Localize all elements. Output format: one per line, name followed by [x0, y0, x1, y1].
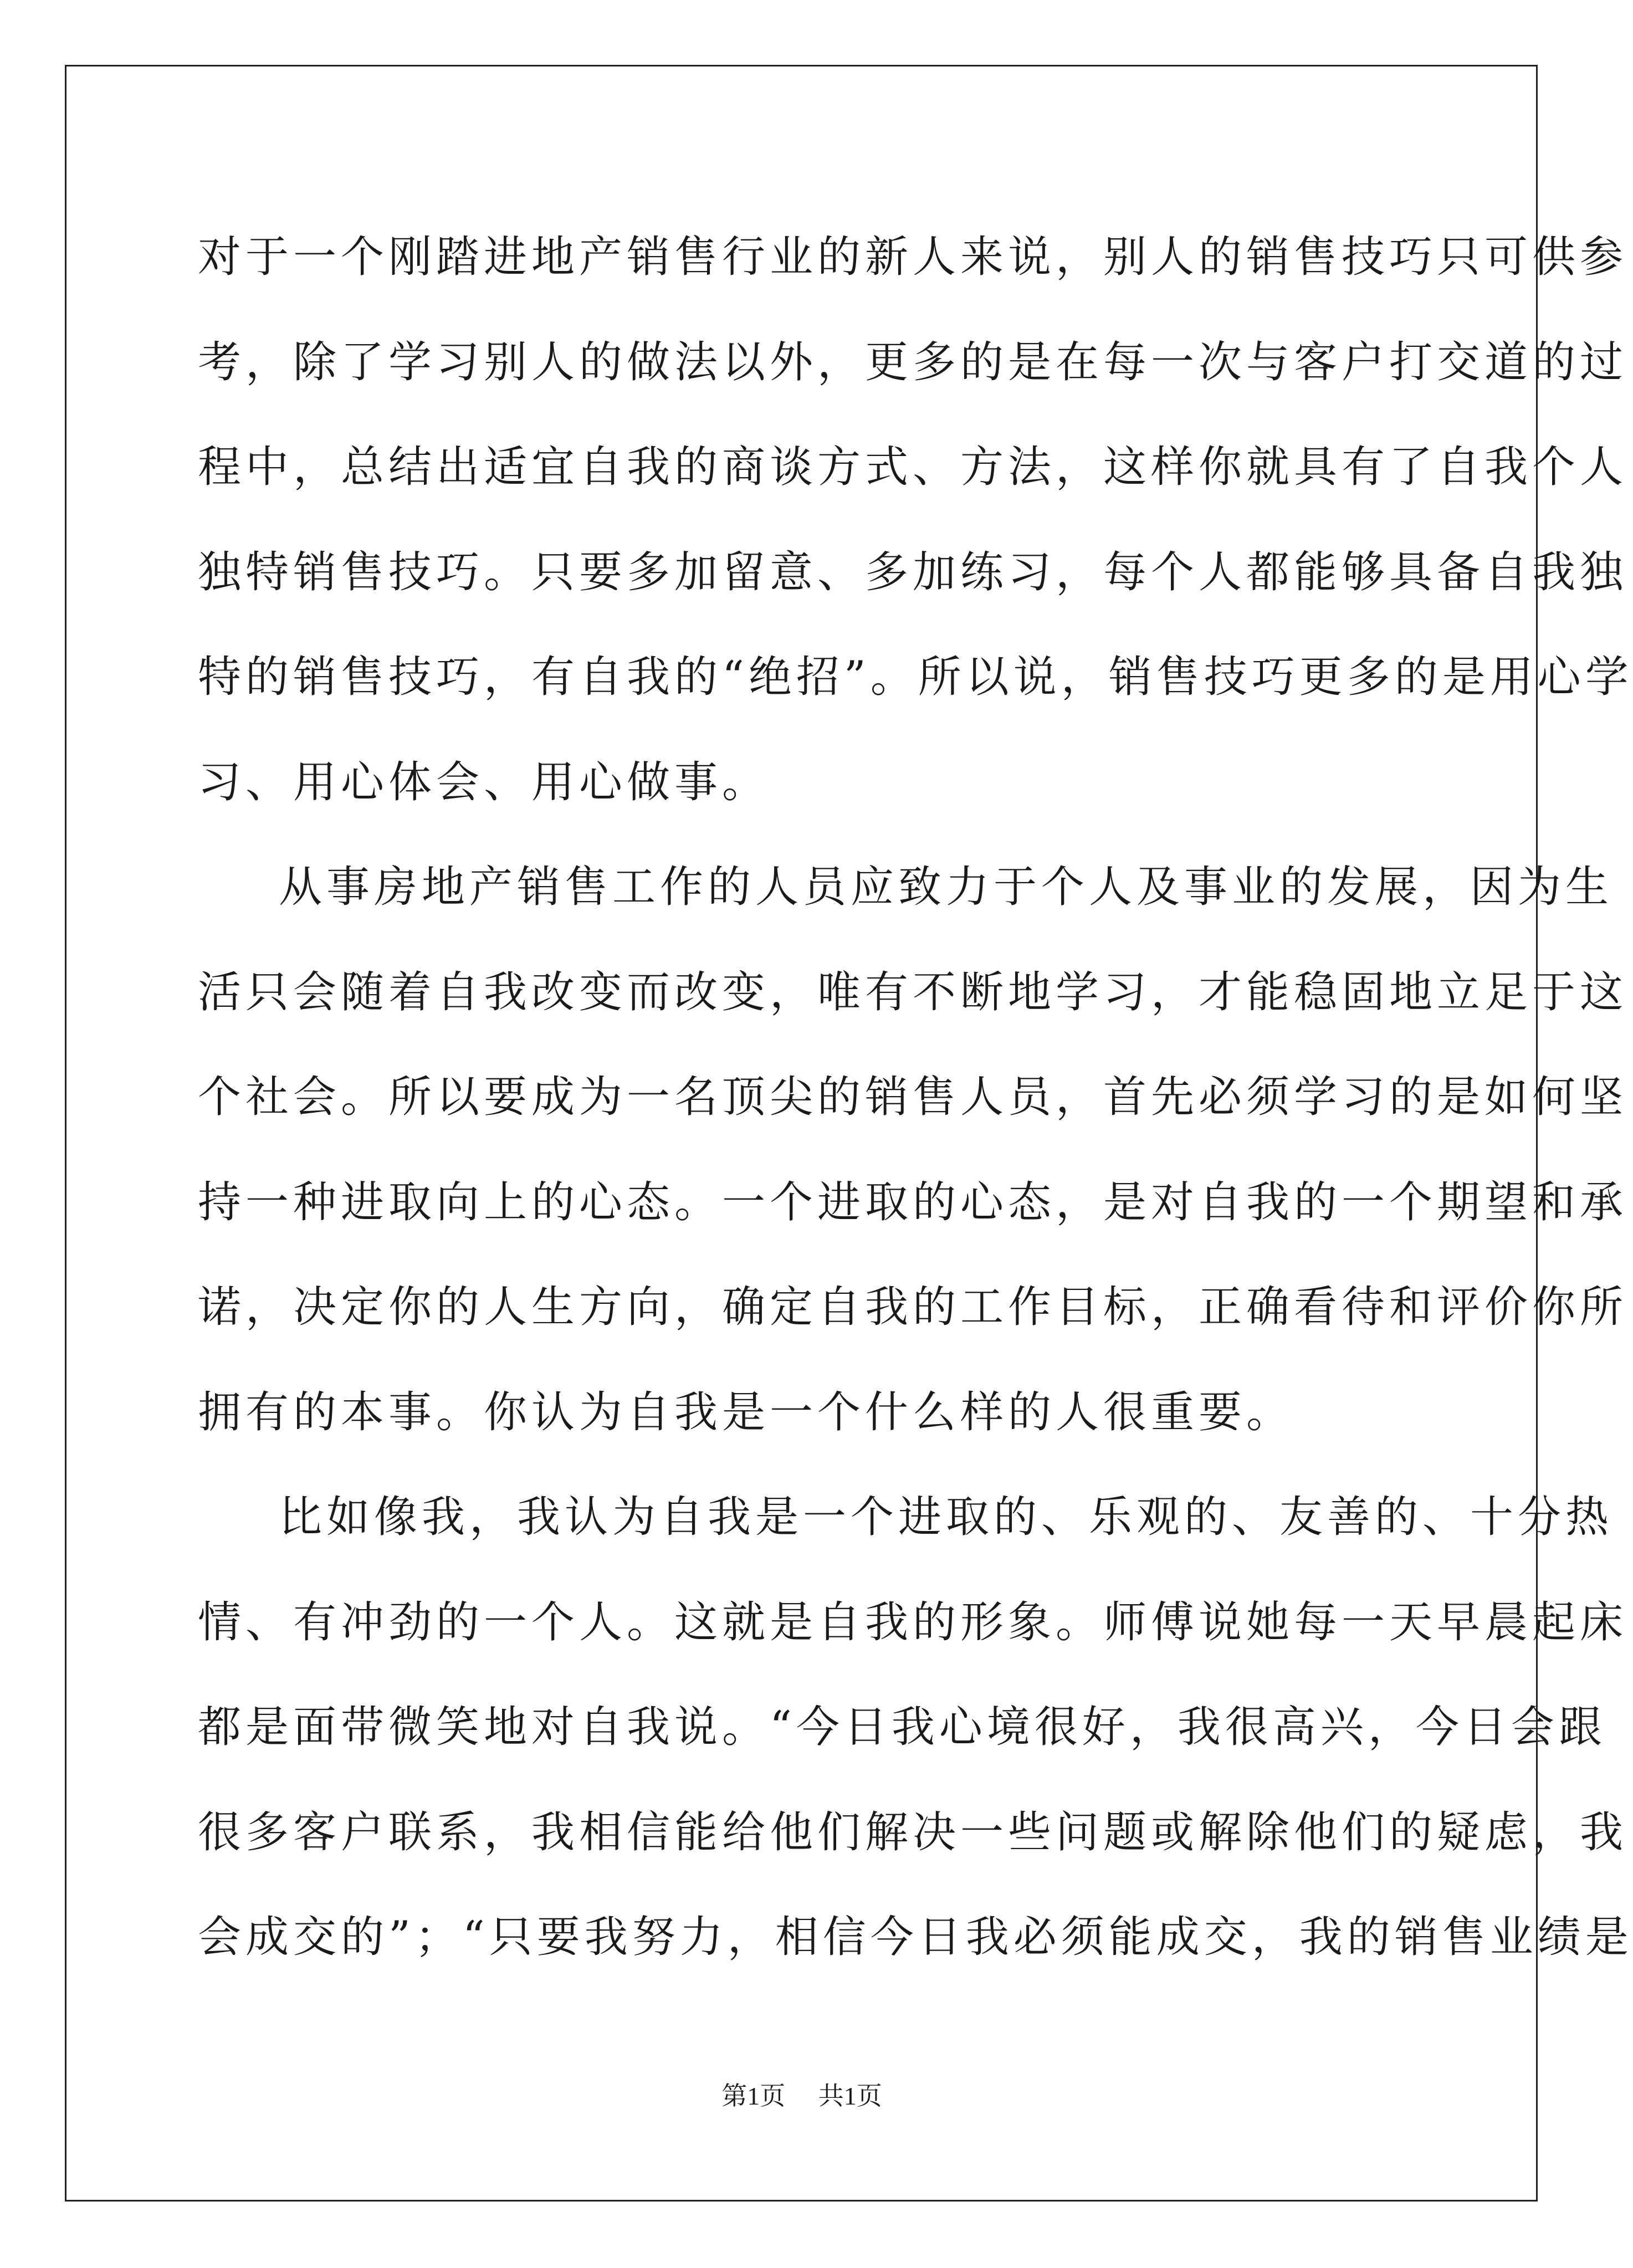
page-total: 共1页 — [818, 2082, 882, 2110]
page-number: 第1页 — [721, 2082, 786, 2110]
text-line: 个社会。所以要成为一名顶尖的销售人员，首先必须学习的是如何坚 — [198, 1072, 1628, 1122]
text-line: 活只会随着自我改变而改变，唯有不断地学习，才能稳固地立足于这 — [198, 967, 1628, 1017]
text-line: 程中，总结出适宜自我的商谈方式、方法，这样你就具有了自我个人 — [198, 442, 1628, 492]
page-footer — [0, 2080, 1604, 2113]
text-line: 都是面带微笑地对自我说。“今日我心境很好，我很高兴，今日会跟 — [198, 1702, 1606, 1752]
text-line: 诺，决定你的人生方向，确定自我的工作目标，正确看待和评价你所 — [198, 1282, 1628, 1332]
document-body — [198, 205, 1633, 1990]
text-line: 特的销售技巧，有自我的“绝招”。所以说，销售技巧更多的是用心学 — [198, 652, 1633, 702]
text-line: 会成交的”；“只要我努力，相信今日我必须能成交，我的销售业绩是 — [198, 1912, 1633, 1962]
paragraph-first-line: 比如像我，我认为自我是一个进取的、乐观的、友善的、十分热 — [279, 1492, 1614, 1542]
text-line: 情、有冲劲的一个人。这就是自我的形象。师傅说她每一天早晨起床 — [198, 1597, 1628, 1647]
text-line: 独特销售技巧。只要多加留意、多加练习，每个人都能够具备自我独 — [198, 547, 1628, 597]
text-line: 很多客户联系，我相信能给他们解决一些问题或解除他们的疑虑，我 — [198, 1807, 1628, 1857]
text-line: 习、用心体会、用心做事。 — [198, 757, 770, 807]
text-line: 考，除了学习别人的做法以外，更多的是在每一次与客户打交道的过 — [198, 337, 1628, 387]
text-line: 持一种进取向上的心态。一个进取的心态，是对自我的一个期望和承 — [198, 1177, 1628, 1227]
text-line: 拥有的本事。你认为自我是一个什么样的人很重要。 — [198, 1387, 1294, 1437]
paragraph-first-line: 从事房地产销售工作的人员应致力于个人及事业的发展，因为生 — [279, 862, 1614, 912]
text-line: 对于一个刚踏进地产销售行业的新人来说，别人的销售技巧只可供参 — [198, 232, 1628, 282]
